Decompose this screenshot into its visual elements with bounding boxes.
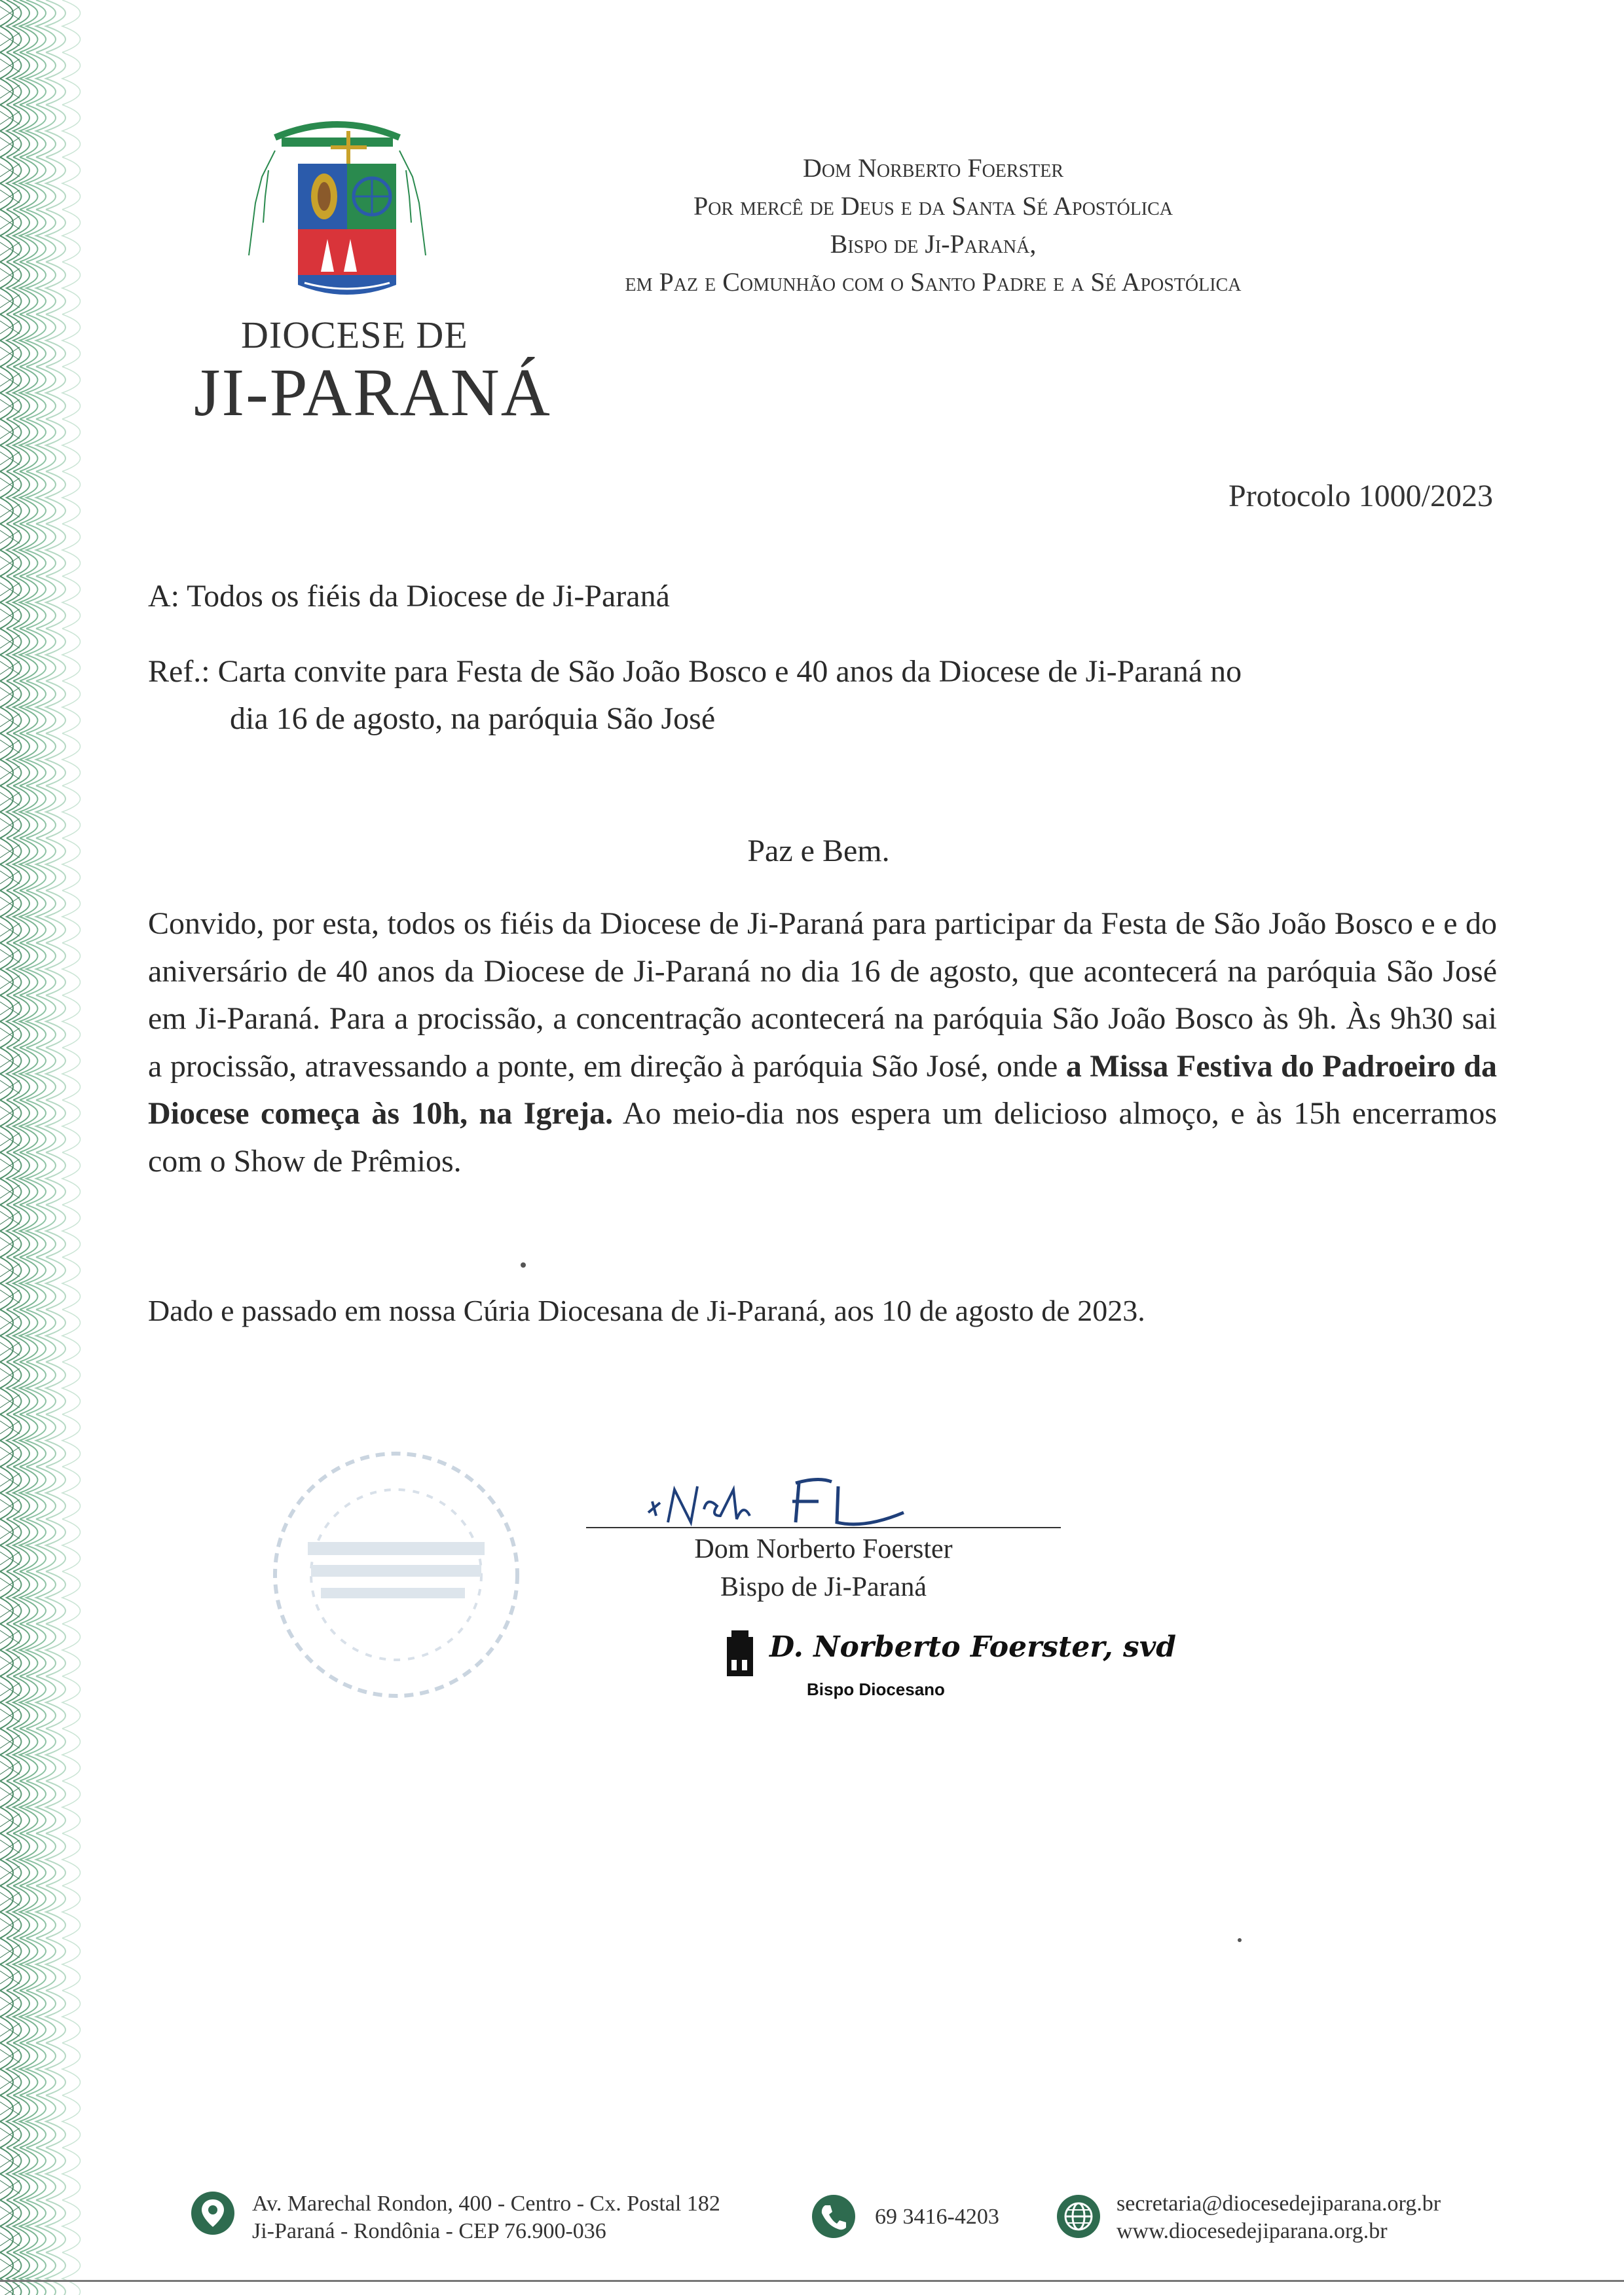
- scan-speck: [521, 1262, 526, 1268]
- body-text-bold: a Missa Festiva do Padroeiro da Diocese começa às 10h, na Igreja.: [148, 1048, 1498, 1131]
- footer-phone: 69 3416-4203: [875, 2205, 999, 2229]
- scan-speck: [1238, 1938, 1242, 1942]
- signatory-name: Dom Norberto Foerster: [694, 1534, 953, 1564]
- reference-block: [148, 648, 1510, 743]
- scan-bottom-edge: [0, 2280, 1624, 2282]
- phone-icon: [811, 2194, 857, 2239]
- diocese-seal-stamp: [255, 1427, 537, 1722]
- stamp-emblem-icon: [724, 1630, 756, 1683]
- reference-line-1: Carta convite para Festa de São João Bosco e 40 anos da Diocese de Ji-Paraná no: [217, 654, 1242, 689]
- footer-contact: [1116, 2190, 1441, 2245]
- header-line-1: Dom Norberto Foerster: [802, 153, 1064, 183]
- body-text-part-2: Ao meio-dia nos espera um delicioso almoço, e às 15h encerramos com o Show de Prêmios.: [148, 1096, 1497, 1179]
- footer-website: www.diocesedejiparana.org.br: [1116, 2219, 1388, 2243]
- signatory-block: [586, 1530, 1061, 1606]
- reference-label: Ref.:: [148, 654, 210, 689]
- body-text-part-1: Convido, por esta, todos os fiéis da Diocese de Ji-Paraná para participar da Festa de São João Bosco e e do aniversário de 40 anos da Diocese de Ji-Paraná no dia 16 de agosto, que acontecerá na paróquia São José em Ji-Paraná. Para a procissão, a concentração acontecerá na paróquia São João Bosco às 9h. Às 9h30 sai a procissão, atravessando a ponte, em direção à paróquia São José, onde: [148, 906, 1497, 1084]
- header-line-2: Por mercê de Deus e da Santa Sé Apostólica: [693, 191, 1173, 221]
- footer-email: secretaria@diocesedejiparana.org.br: [1116, 2192, 1441, 2216]
- signature-line: [586, 1527, 1061, 1528]
- stamp-signature-title: Bispo Diocesano: [807, 1680, 945, 1699]
- stamp-signature-name: D. Norberto Foerster, svd: [769, 1630, 1177, 1664]
- reference-line-2: dia 16 de agosto, na paróquia São José: [230, 701, 716, 736]
- location-pin-icon: [190, 2190, 236, 2236]
- decorative-border: [0, 0, 98, 2295]
- letter-body: [148, 900, 1497, 1186]
- protocol-number: Protocolo 1000/2023: [1228, 479, 1493, 513]
- header-line-3: Bispo de Ji-Paraná,: [830, 229, 1037, 259]
- header-line-4: em Paz e Comunhão com o Santo Padre e a Sé Apostólica: [625, 267, 1242, 297]
- signatory-title: Bispo de Ji-Paraná: [720, 1572, 927, 1602]
- globe-icon: [1056, 2194, 1101, 2239]
- footer-address-line-1: Av. Marechal Rondon, 400 - Centro - Cx. Postal 182: [252, 2192, 720, 2216]
- footer-address: [252, 2190, 720, 2245]
- dated-line: Dado e passado em nossa Cúria Diocesana de Ji-Paraná, aos 10 de agosto de 2023.: [148, 1294, 1145, 1327]
- footer-address-line-2: Ji-Paraná - Rondônia - CEP 76.900-036: [252, 2219, 606, 2243]
- greeting: Paz e Bem.: [747, 834, 890, 868]
- logo-text-diocese-de: DIOCESE DE: [241, 314, 468, 356]
- letterhead-title-block: [511, 149, 1356, 301]
- recipient-line: A: Todos os fiéis da Diocese de Ji-Paraná: [148, 579, 670, 614]
- logo-text-ji-parana: JI-PARANÁ: [194, 355, 551, 430]
- handwritten-signature: [629, 1450, 943, 1535]
